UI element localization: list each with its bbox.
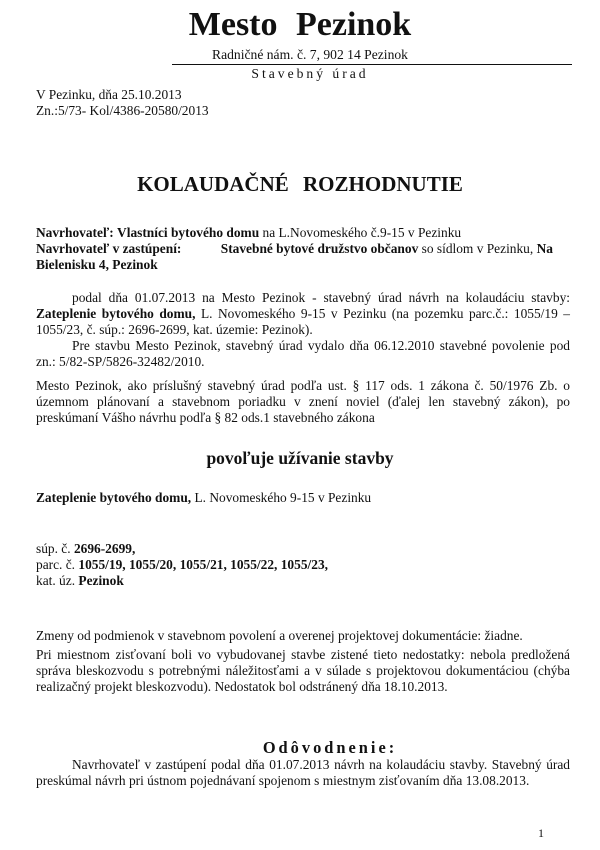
application-section — [36, 290, 570, 370]
justification-heading: Odôvodnenie: — [262, 738, 398, 757]
representative-seat: so sídlom v Pezinku, — [418, 241, 537, 256]
city-title: Mesto Pezinok — [188, 6, 412, 43]
justification-paragraph — [36, 757, 570, 789]
representative-address: Na Bielenisku 4, Pezinok — [36, 241, 553, 272]
sup-value: 2696-2699, — [73, 541, 136, 556]
parties-block — [36, 225, 570, 273]
page-number: 1 — [538, 826, 544, 840]
document-title: KOLAUDAČNÉ ROZHODNUTIE — [137, 172, 463, 196]
changes-paragraph — [36, 628, 570, 644]
application-paragraph — [36, 290, 570, 338]
document-meta — [36, 87, 570, 119]
permit-paragraph: Pre stavbu Mesto Pezinok, stavebný úrad vydalo dňa 06.12.2010 stavebné povolenie pod zn.: 5/82-SP/5826-32482/2010. — [36, 338, 570, 369]
changes-text: Zmeny od podmienok v stavebnom povolení a overenej projektovej dokumentácie: žiadne. — [36, 628, 523, 643]
representative-name: Stavebné bytové družstvo občanov — [220, 241, 419, 256]
authority-text: Mesto Pezinok, ako príslušný stavebný úrad podľa ust. § 117 ods. 1 zákona č. 50/1976 Zb. o územnom plánovaní a stavebnom poriadku v znení noviel (ďalej len stavebný zákon), po preskúmaní Vášho návrhu podľa § 82 ods.1 stavebného zákona — [36, 378, 570, 425]
findings-text: Pri miestnom zisťovaní boli vo vybudovanej stavbe zistené tieto nedostatky: nebola predložená správa bleskozvodu s potrebnými náležitosťami a v súlade s projektovou dokumentáciou (chýba realizačný projekt bleskozvodu). Nedostatok bol odstránený dňa 18.10.2013. — [36, 647, 570, 694]
representative-label: Navrhovateľ v zastúpení: — [36, 241, 182, 256]
building-line — [36, 490, 570, 506]
place-date: V Pezinku, dňa 25.10.2013 — [36, 87, 182, 102]
kat-label: kat. úz. — [36, 573, 79, 588]
reference-number: Zn.:5/73- Kol/4386-20580/2013 — [36, 103, 209, 118]
building-name: Zateplenie bytového domu, — [36, 490, 192, 505]
applicant-name: Vlastníci bytového domu — [117, 225, 260, 240]
header-divider — [172, 64, 572, 65]
application-lead: podal dňa 01.07.2013 na Mesto Pezinok - stavebný úrad návrh na kolaudáciu stavby: — [72, 290, 570, 305]
authority-paragraph — [36, 378, 570, 426]
office-address: Radničné nám. č. 7, 902 14 Pezinok — [212, 47, 408, 62]
building-location: L. Novomeského 9-15 v Pezinku — [191, 490, 372, 505]
application-rest: L. Novomeského 9-15 v Pezinku (na pozemku parc.č.: 1055/19 – 1055/23, č. súp.: 2696-2699, kat. územie: Pezinok). — [36, 306, 570, 337]
justification-text: Navrhovateľ v zastúpení podal dňa 01.07.2013 návrh na kolaudáciu stavby. Stavebný úrad preskúmal návrh pri ústnom pojednávaní spojenom s miestnym zisťovaním dňa 13.08.2013. — [36, 757, 570, 788]
decision-statement: povoľuje užívanie stavby — [206, 448, 394, 468]
parc-value: 1055/19, 1055/20, 1055/21, 1055/22, 1055/23, — [78, 557, 328, 572]
findings-paragraph — [36, 647, 570, 695]
applicant-label: Navrhovateľ: — [36, 225, 114, 240]
parc-label: parc. č. — [36, 557, 79, 572]
applicant-address: na L.Novomeského č.9-15 v Pezinku — [259, 225, 462, 240]
office-name: Stavebný úrad — [251, 66, 369, 81]
sup-label: súp. č. — [36, 541, 74, 556]
building-name-inline: Zateplenie bytového domu, — [36, 306, 196, 321]
kat-value: Pezinok — [78, 573, 124, 588]
identifiers-block — [36, 541, 570, 589]
